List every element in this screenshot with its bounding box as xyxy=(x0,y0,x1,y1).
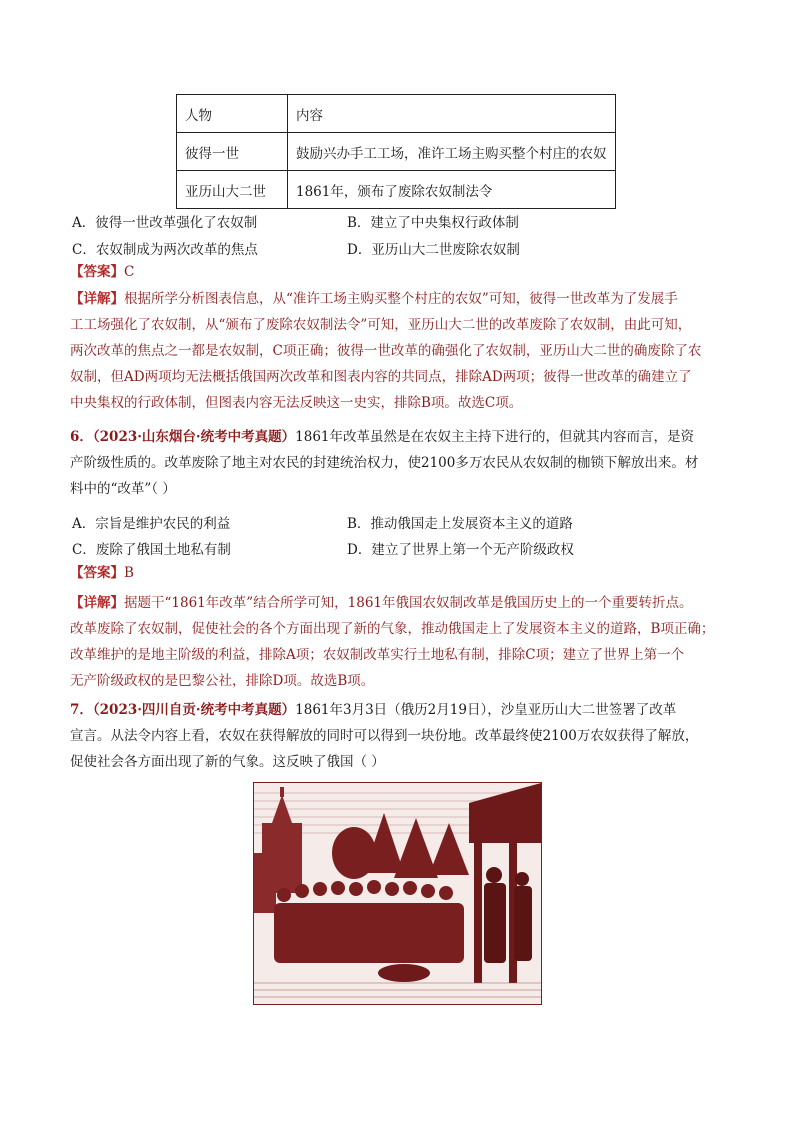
answer-value: B xyxy=(124,565,134,581)
detail-line xyxy=(70,590,730,616)
q7-stem xyxy=(70,697,730,775)
table-row xyxy=(177,171,616,209)
stem-line: 促使社会各方面出现了新的气象。这反映了俄国（ ） xyxy=(70,754,385,770)
q6-stem xyxy=(70,424,730,502)
question-number: 7． xyxy=(70,702,93,718)
q6-option-d: D．建立了世界上第一个无产阶级政权 xyxy=(347,542,574,558)
detail-line: 两次改革的焦点之一都是农奴制，C项正确；彼得一世改革的确强化了农奴制，亚历山大二世的确废除了农 xyxy=(70,343,702,359)
answer-tag: 【答案】 xyxy=(70,565,124,581)
q6-option-a: A．宗旨是维护农民的利益 xyxy=(72,516,231,532)
q5-answer xyxy=(70,259,134,285)
detail-line: 改革废除了农奴制，促使社会的各个方面出现了新的气象，推动俄国走上了发展资本主义的道路，B项正确； xyxy=(70,621,715,637)
q6-detail xyxy=(70,590,730,694)
detail-tag: 【详解】 xyxy=(70,595,124,611)
answer-value: C xyxy=(124,264,135,280)
stem-line xyxy=(70,697,730,723)
detail-tag: 【详解】 xyxy=(70,291,124,307)
detail-text: 根据所学分析图表信息，从“准许工场主购买整个村庄的农奴”可知，彼得一世改革为了发展手 xyxy=(124,291,678,307)
table-header-row xyxy=(177,95,616,133)
q6-option-b: B．推动俄国走上发展资本主义的道路 xyxy=(347,516,573,532)
reform-comparison-table xyxy=(176,94,616,209)
table-header-cell: 人物 xyxy=(177,95,288,133)
stem-text: 1861年改革虽然是在农奴主主持下进行的，但就其内容而言，是资 xyxy=(295,429,694,445)
q6-answer xyxy=(70,560,134,586)
stem-line: 宣言。从法令内容上看，农奴在获得解放的同时可以得到一块份地。改革最终使2100万农奴获得了解放， xyxy=(70,728,699,744)
q6-option-c: C．废除了俄国土地私有制 xyxy=(72,542,231,558)
question-source: （2023·山东烟台·统考中考真题） xyxy=(92,429,296,445)
q5-option-a: A．彼得一世改革强化了农奴制 xyxy=(72,215,258,231)
question-source: （2023·四川自贡·统考中考真题） xyxy=(92,702,296,718)
table-cell: 亚历山大二世 xyxy=(177,171,288,209)
table-cell: 彼得一世 xyxy=(177,133,288,171)
stem-line xyxy=(70,424,730,450)
q5-option-c: C．农奴制成为两次改革的焦点 xyxy=(72,242,258,258)
stem-line: 产阶级性质的。改革废除了地主对农民的封建统治权力，使2100多万农民从农奴制的枷锁下解放出来。材 xyxy=(70,455,699,471)
table-cell: 1861年，颁布了废除农奴制法令 xyxy=(288,171,616,209)
table-header-cell: 内容 xyxy=(288,95,616,133)
detail-line: 无产阶级政权的是巴黎公社，排除D项。故选B项。 xyxy=(70,673,375,689)
question-number: 6． xyxy=(70,429,93,445)
q5-option-d: D．亚历山大二世废除农奴制 xyxy=(347,242,520,258)
q5-detail xyxy=(70,286,730,416)
detail-line: 改革维护的是地主阶级的利益，排除A项；农奴制改革实行土地私有制，排除C项；建立了世界上第一个 xyxy=(70,647,685,663)
detail-text: 据题干“1861年改革”结合所学可知，1861年俄国农奴制改革是俄国历史上的一个重要转折点。 xyxy=(124,595,693,611)
detail-line: 工工场强化了农奴制，从“颁布了废除农奴制法令”可知，亚历山大二世的改革废除了农奴制，由此可知， xyxy=(70,317,692,333)
detail-line xyxy=(70,286,730,312)
stem-line: 料中的“改革”（ ） xyxy=(70,481,176,497)
table-cell: 鼓励兴办手工工场，准许工场主购买整个村庄的农奴 xyxy=(288,133,616,171)
detail-line: 中央集权的行政体制，但图表内容无法反映这一史实，排除B项。故选C项。 xyxy=(70,395,523,411)
stem-text: 1861年3月3日（俄历2月19日），沙皇亚历山大二世签署了改革 xyxy=(295,702,677,718)
table-row xyxy=(177,133,616,171)
q5-option-b: B．建立了中央集权行政体制 xyxy=(347,215,519,231)
answer-tag: 【答案】 xyxy=(70,264,124,280)
serf-emancipation-engraving xyxy=(253,782,542,1005)
detail-line: 奴制，但AD两项均无法概括俄国两次改革和图表内容的共同点，排除AD两项；彼得一世改革的确建立了 xyxy=(70,369,692,385)
engraving-illustration xyxy=(254,783,541,1004)
